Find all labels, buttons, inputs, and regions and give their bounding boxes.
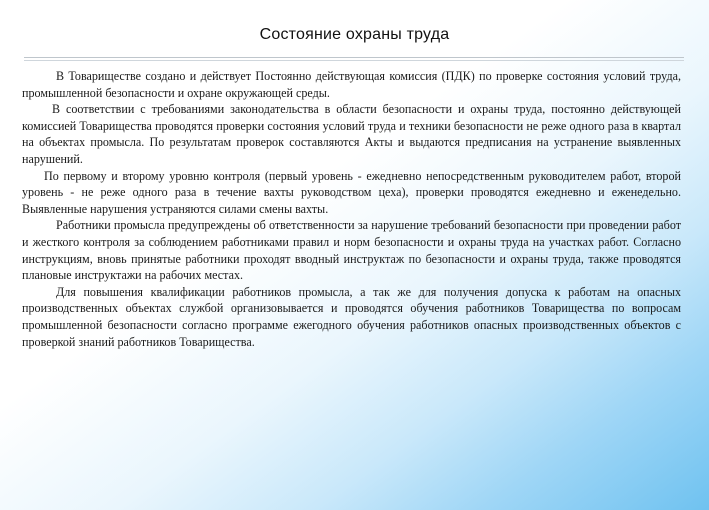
body-text (22, 68, 681, 350)
slide-title: Состояние охраны труда (259, 26, 450, 43)
paragraph-commission: В Товариществе создано и действует Постоянно действующая комиссия (ПДК) по проверке состояния условий труда, промышленной безопасности и охране окружающей среды. (22, 69, 681, 100)
paragraph-responsibility: Работники промысла предупреждены об ответственности за нарушение требований безопасности при проведении работ и жесткого контроля за соблюдением работниками правил и норм безопасности и охраны труда на участках работ. Согласно инструкциям, вновь принятые работники проходят вводный инструктаж по безопасности и охраны труда, также проводятся плановые инструктажи на рабочих местах. (22, 218, 681, 283)
title-divider-secondary (24, 60, 684, 61)
paragraph-control-levels: По первому и второму уровню контроля (первый уровень - ежедневно непосредственным руководителем работ, второй уровень - не реже одного раза в течение вахты руководством цеха), проверки проводятся ежедневно и еженедельно. Выявленные нарушения устраняются силами смены вахты. (22, 168, 681, 216)
title-divider (24, 57, 684, 58)
paragraph-training: Для повышения квалификации работников промысла, а так же для получения допуска к работам на опасных производственных объектах службой организовывается и проводятся обучения работников Товарищества по вопросам промышленной безопасности согласно программе ежегодного обучения работников опасных производственных объектов с проверкой знаний работников Товарищества. (22, 284, 681, 349)
paragraph-inspections: В соответствии с требованиями законодательства в области безопасности и охраны труда, постоянно действующей комиссией Товарищества проводятся проверки состояния условий труда и техники безопасности не реже одного раза в квартал на объектах промысла. По результатам проверок составляются Акты и выдаются предписания на устранение выявленных нарушений. (22, 102, 681, 166)
